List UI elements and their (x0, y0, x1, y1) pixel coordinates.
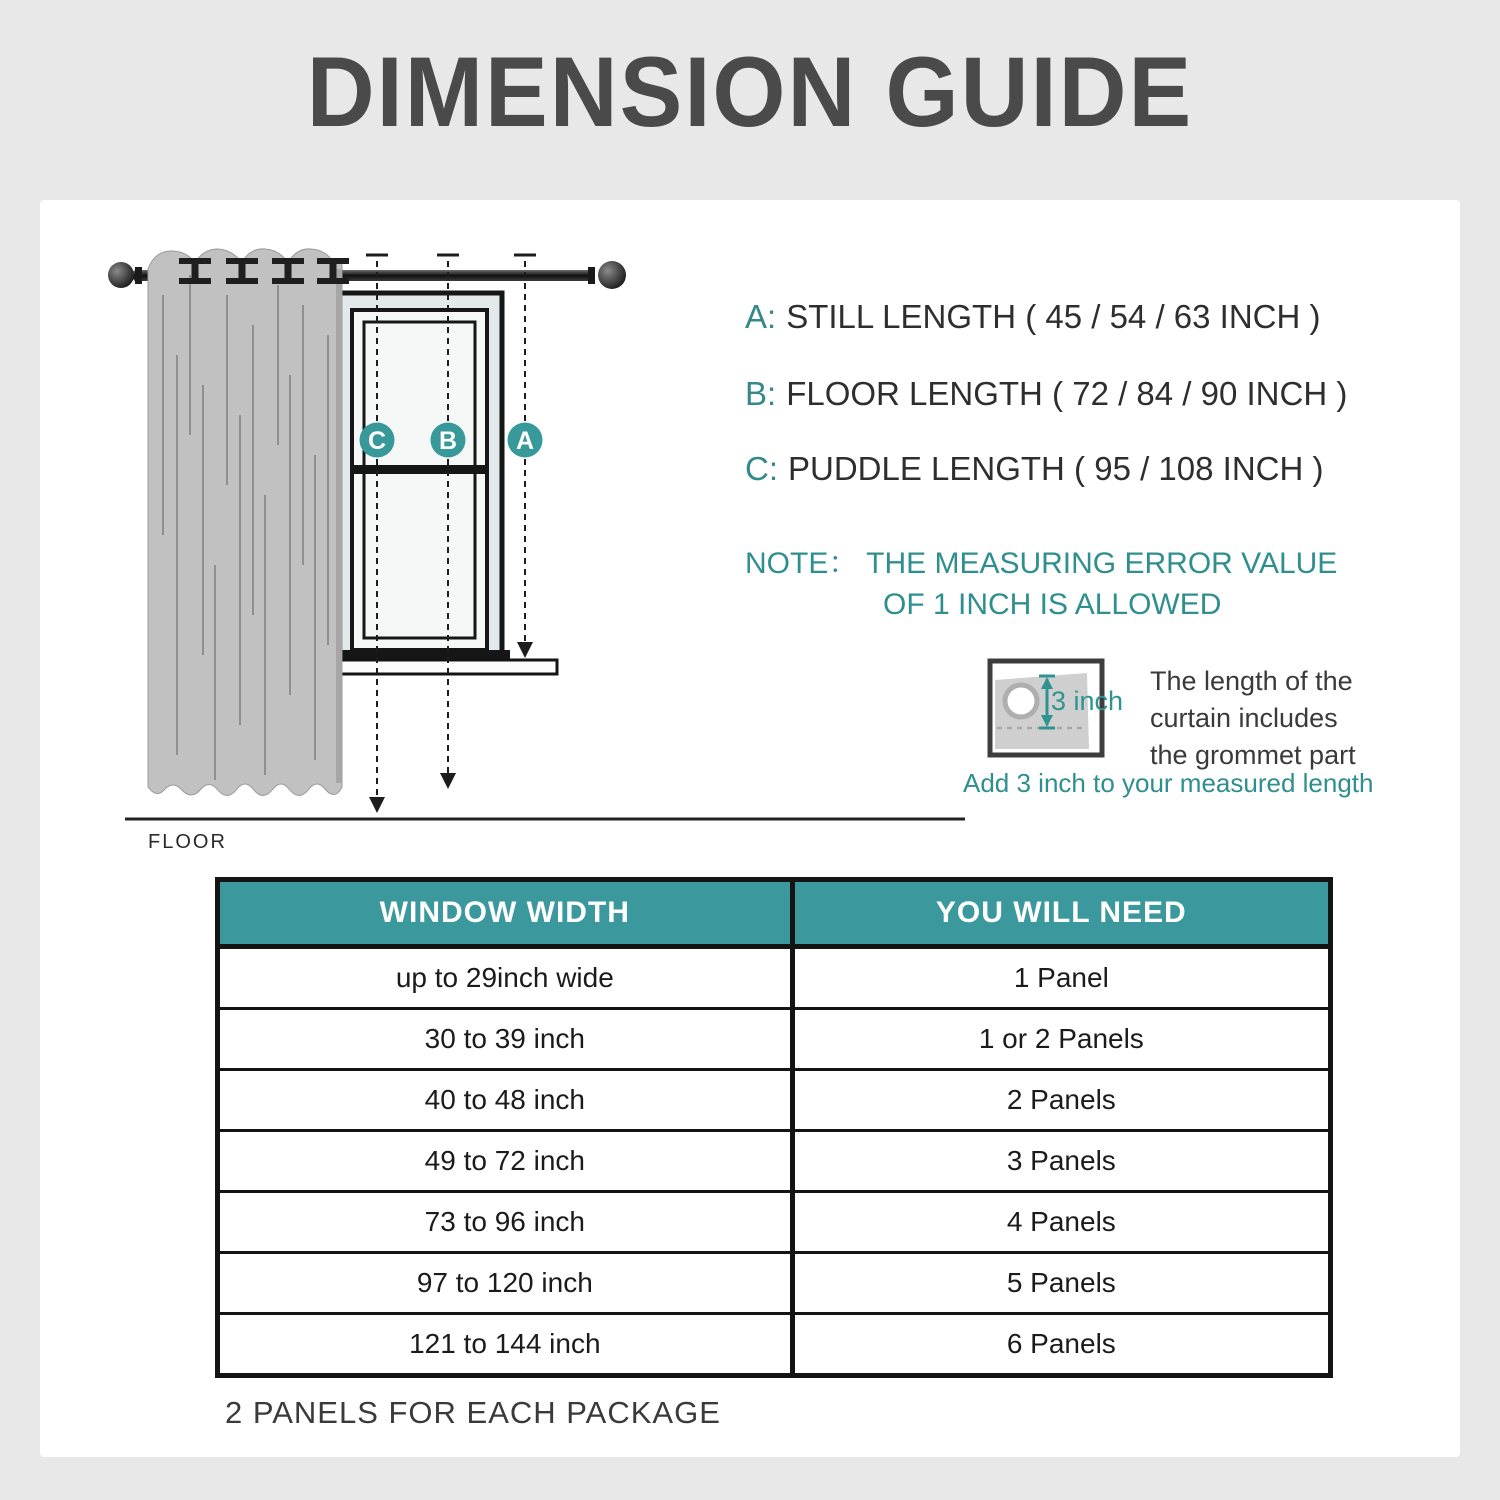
panels-needed-cell: 1 Panel (792, 947, 1330, 1009)
panels-needed-cell: 2 Panels (792, 1070, 1330, 1131)
length-line-c (745, 450, 1323, 488)
table-row (218, 1314, 1331, 1376)
grommet-description-line2: curtain includes (1150, 703, 1338, 733)
column-header-you-will-need: YOU WILL NEED (792, 880, 1330, 947)
panels-needed-cell: 4 Panels (792, 1192, 1330, 1253)
grommet-description-line1: The length of the (1150, 666, 1353, 696)
package-note: 2 PANELS FOR EACH PACKAGE (225, 1395, 721, 1430)
grommet-description (1150, 663, 1356, 774)
table-row (218, 1070, 1331, 1131)
length-b-prefix: B: (745, 375, 777, 412)
length-line-b (745, 375, 1347, 413)
table-row (218, 1009, 1331, 1070)
length-line-a (745, 298, 1320, 336)
window-width-cell: 49 to 72 inch (218, 1131, 793, 1192)
curtain-panel (148, 249, 349, 796)
window-width-cell: 73 to 96 inch (218, 1192, 793, 1253)
panels-needed-cell: 5 Panels (792, 1253, 1330, 1314)
rod-finial-right (598, 261, 626, 289)
table-row (218, 1131, 1331, 1192)
panels-needed-cell: 3 Panels (792, 1131, 1330, 1192)
length-a-text: STILL LENGTH ( 45 / 54 / 63 INCH ) (786, 298, 1321, 335)
grommet-measure-label: 3 inch (1051, 686, 1124, 716)
window-width-cell: 40 to 48 inch (218, 1070, 793, 1131)
note-line-2: OF 1 INCH IS ALLOWED (883, 588, 1222, 621)
table-row (218, 1253, 1331, 1314)
window-width-cell: up to 29inch wide (218, 947, 793, 1009)
panel-count-table (215, 877, 1333, 1378)
length-a-prefix: A: (745, 298, 777, 335)
rod-finial-left (108, 262, 134, 288)
note-line-1: NOTE： THE MEASURING ERROR VALUE (745, 547, 1338, 580)
window-width-cell: 97 to 120 inch (218, 1253, 793, 1314)
floor-label: FLOOR (148, 831, 227, 853)
table-row (218, 947, 1331, 1009)
length-b-text: FLOOR LENGTH ( 72 / 84 / 90 INCH ) (786, 375, 1348, 412)
window-width-cell: 121 to 144 inch (218, 1314, 793, 1376)
marker-letter-c: C (367, 427, 387, 455)
marker-letter-a: A (515, 427, 535, 455)
grommet-description-line3: the grommet part (1150, 740, 1356, 770)
table-header-row (218, 880, 1331, 947)
length-c-text: PUDDLE LENGTH ( 95 / 108 INCH ) (788, 450, 1324, 487)
marker-badges (360, 423, 543, 458)
column-header-window-width: WINDOW WIDTH (218, 880, 793, 947)
grommet-ring-icon (1005, 685, 1037, 717)
window-sash-rail (352, 465, 487, 474)
length-c-prefix: C: (745, 450, 778, 487)
table-row (218, 1192, 1331, 1253)
panels-needed-cell: 6 Panels (792, 1314, 1330, 1376)
page-title: DIMENSION GUIDE (306, 35, 1194, 148)
panels-needed-cell: 1 or 2 Panels (792, 1009, 1330, 1070)
window-width-cell: 30 to 39 inch (218, 1009, 793, 1070)
grommet-add-note: Add 3 inch to your measured length (963, 768, 1374, 798)
marker-letter-b: B (438, 427, 458, 455)
